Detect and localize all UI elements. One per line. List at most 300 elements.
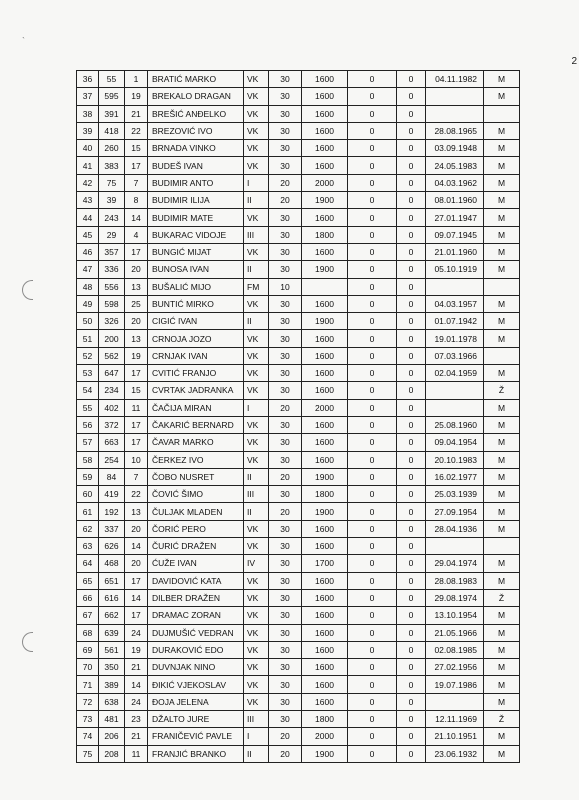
cell-birth-date: 25.03.1939	[426, 486, 484, 503]
table-row	[77, 728, 520, 745]
cell-birth-date	[426, 538, 484, 555]
cell-qualification: III	[244, 710, 269, 727]
cell-birth-date: 20.10.1983	[426, 451, 484, 468]
cell-full-name: ČAKARIĆ BERNARD	[148, 416, 244, 433]
cell-amount	[302, 278, 348, 295]
cell-group: 17	[125, 243, 148, 260]
cell-sex: M	[484, 157, 520, 174]
cell-value-b: 0	[397, 313, 426, 330]
cell-id: 337	[99, 520, 125, 537]
cell-sex: M	[484, 88, 520, 105]
cell-row-number: 71	[77, 676, 99, 693]
cell-group: 14	[125, 589, 148, 606]
cell-value-a: 0	[348, 745, 397, 762]
cell-amount: 1600	[302, 607, 348, 624]
cell-points: 30	[269, 382, 302, 399]
cell-value-b: 0	[397, 416, 426, 433]
cell-qualification: IV	[244, 555, 269, 572]
cell-value-a: 0	[348, 105, 397, 122]
cell-value-a: 0	[348, 157, 397, 174]
table-row	[77, 105, 520, 122]
cell-points: 20	[269, 192, 302, 209]
cell-points: 30	[269, 434, 302, 451]
cell-points: 30	[269, 330, 302, 347]
cell-full-name: DILBER DRAŽEN	[148, 589, 244, 606]
cell-sex: M	[484, 174, 520, 191]
cell-value-b: 0	[397, 71, 426, 88]
cell-value-a: 0	[348, 399, 397, 416]
cell-qualification: VK	[244, 365, 269, 382]
cell-sex: M	[484, 641, 520, 658]
cell-full-name: BREŠIĆ ANĐELKO	[148, 105, 244, 122]
cell-sex	[484, 278, 520, 295]
cell-amount: 1600	[302, 330, 348, 347]
cell-qualification: I	[244, 174, 269, 191]
cell-amount: 1600	[302, 209, 348, 226]
cell-row-number: 61	[77, 503, 99, 520]
cell-id: 29	[99, 226, 125, 243]
cell-group: 20	[125, 313, 148, 330]
cell-amount: 1600	[302, 676, 348, 693]
cell-sex: M	[484, 468, 520, 485]
cell-row-number: 66	[77, 589, 99, 606]
cell-qualification: VK	[244, 209, 269, 226]
cell-full-name: BUNTIĆ MIRKO	[148, 295, 244, 312]
cell-value-b: 0	[397, 728, 426, 745]
cell-full-name: DAVIDOVIĆ KATA	[148, 572, 244, 589]
cell-amount: 1600	[302, 520, 348, 537]
cell-id: 357	[99, 243, 125, 260]
cell-value-a: 0	[348, 520, 397, 537]
cell-full-name: ČAVAR MARKO	[148, 434, 244, 451]
cell-row-number: 49	[77, 295, 99, 312]
cell-birth-date: 02.04.1959	[426, 365, 484, 382]
cell-points: 30	[269, 555, 302, 572]
cell-value-a: 0	[348, 261, 397, 278]
cell-id: 481	[99, 710, 125, 727]
cell-sex: M	[484, 520, 520, 537]
cell-amount: 1900	[302, 468, 348, 485]
cell-birth-date: 09.04.1954	[426, 434, 484, 451]
cell-row-number: 54	[77, 382, 99, 399]
cell-qualification: II	[244, 192, 269, 209]
cell-value-b: 0	[397, 330, 426, 347]
cell-points: 20	[269, 174, 302, 191]
cell-birth-date: 29.04.1974	[426, 555, 484, 572]
cell-full-name: ĐIKIĆ VJEKOSLAV	[148, 676, 244, 693]
table-row	[77, 745, 520, 762]
cell-full-name: FRANJIĆ BRANKO	[148, 745, 244, 762]
cell-full-name: ČOVIĆ ŠIMO	[148, 486, 244, 503]
cell-row-number: 68	[77, 624, 99, 641]
cell-row-number: 37	[77, 88, 99, 105]
cell-group: 11	[125, 745, 148, 762]
cell-sex: M	[484, 572, 520, 589]
cell-amount: 1600	[302, 693, 348, 710]
cell-group: 22	[125, 122, 148, 139]
cell-birth-date: 16.02.1977	[426, 468, 484, 485]
cell-value-a: 0	[348, 538, 397, 555]
cell-sex: M	[484, 624, 520, 641]
cell-group: 13	[125, 278, 148, 295]
cell-value-b: 0	[397, 365, 426, 382]
cell-qualification: VK	[244, 416, 269, 433]
cell-group: 7	[125, 174, 148, 191]
table-body	[77, 71, 520, 763]
cell-birth-date: 25.08.1960	[426, 416, 484, 433]
cell-birth-date: 19.07.1986	[426, 676, 484, 693]
cell-value-b: 0	[397, 624, 426, 641]
cell-id: 616	[99, 589, 125, 606]
cell-amount: 1600	[302, 157, 348, 174]
cell-value-b: 0	[397, 105, 426, 122]
cell-id: 662	[99, 607, 125, 624]
table-row	[77, 486, 520, 503]
employee-table	[76, 70, 520, 763]
cell-amount: 1900	[302, 503, 348, 520]
cell-full-name: ĐOJA JELENA	[148, 693, 244, 710]
cell-value-a: 0	[348, 174, 397, 191]
cell-value-b: 0	[397, 434, 426, 451]
cell-qualification: III	[244, 486, 269, 503]
cell-full-name: BUKARAC VIDOJE	[148, 226, 244, 243]
cell-full-name: ČOBO NUSRET	[148, 468, 244, 485]
cell-row-number: 56	[77, 416, 99, 433]
cell-row-number: 75	[77, 745, 99, 762]
cell-value-b: 0	[397, 88, 426, 105]
cell-row-number: 47	[77, 261, 99, 278]
cell-row-number: 72	[77, 693, 99, 710]
cell-value-a: 0	[348, 365, 397, 382]
cell-id: 626	[99, 538, 125, 555]
cell-sex	[484, 105, 520, 122]
punch-hole	[22, 632, 33, 652]
cell-value-a: 0	[348, 243, 397, 260]
cell-full-name: BUNGIĆ MIJAT	[148, 243, 244, 260]
cell-id: 468	[99, 555, 125, 572]
cell-value-a: 0	[348, 226, 397, 243]
cell-value-b: 0	[397, 278, 426, 295]
cell-sex: M	[484, 693, 520, 710]
table-row	[77, 693, 520, 710]
cell-amount: 1600	[302, 434, 348, 451]
cell-group: 8	[125, 192, 148, 209]
cell-amount: 1600	[302, 659, 348, 676]
cell-amount: 1600	[302, 140, 348, 157]
cell-full-name: DRAMAC ZORAN	[148, 607, 244, 624]
cell-row-number: 59	[77, 468, 99, 485]
table-row	[77, 88, 520, 105]
cell-birth-date	[426, 105, 484, 122]
cell-id: 651	[99, 572, 125, 589]
cell-qualification: VK	[244, 157, 269, 174]
table-row	[77, 295, 520, 312]
cell-full-name: ČAČIJA MIRAN	[148, 399, 244, 416]
cell-birth-date: 19.01.1978	[426, 330, 484, 347]
cell-amount: 1600	[302, 88, 348, 105]
cell-qualification: III	[244, 226, 269, 243]
cell-points: 30	[269, 105, 302, 122]
cell-row-number: 57	[77, 434, 99, 451]
cell-id: 208	[99, 745, 125, 762]
cell-qualification: VK	[244, 451, 269, 468]
cell-birth-date: 04.03.1962	[426, 174, 484, 191]
cell-row-number: 41	[77, 157, 99, 174]
cell-id: 663	[99, 434, 125, 451]
cell-qualification: VK	[244, 140, 269, 157]
cell-points: 30	[269, 209, 302, 226]
cell-qualification: VK	[244, 88, 269, 105]
cell-value-a: 0	[348, 313, 397, 330]
table-row	[77, 174, 520, 191]
cell-points: 30	[269, 693, 302, 710]
cell-birth-date	[426, 693, 484, 710]
table-row	[77, 434, 520, 451]
cell-group: 13	[125, 503, 148, 520]
cell-value-a: 0	[348, 382, 397, 399]
cell-row-number: 43	[77, 192, 99, 209]
cell-group: 17	[125, 607, 148, 624]
table-row	[77, 416, 520, 433]
cell-row-number: 74	[77, 728, 99, 745]
cell-value-b: 0	[397, 347, 426, 364]
cell-sex: M	[484, 295, 520, 312]
cell-id: 243	[99, 209, 125, 226]
table-row	[77, 520, 520, 537]
cell-id: 418	[99, 122, 125, 139]
cell-row-number: 53	[77, 365, 99, 382]
cell-amount: 1800	[302, 226, 348, 243]
table-row	[77, 209, 520, 226]
cell-amount: 2000	[302, 728, 348, 745]
cell-value-a: 0	[348, 624, 397, 641]
cell-row-number: 42	[77, 174, 99, 191]
cell-points: 20	[269, 728, 302, 745]
cell-birth-date: 21.01.1960	[426, 243, 484, 260]
cell-full-name: BUDEŠ IVAN	[148, 157, 244, 174]
cell-amount: 2000	[302, 174, 348, 191]
cell-sex: M	[484, 226, 520, 243]
cell-value-a: 0	[348, 451, 397, 468]
cell-group: 17	[125, 416, 148, 433]
cell-id: 84	[99, 468, 125, 485]
cell-qualification: VK	[244, 520, 269, 537]
table-row	[77, 641, 520, 658]
cell-qualification: VK	[244, 347, 269, 364]
table-row	[77, 261, 520, 278]
cell-qualification: VK	[244, 538, 269, 555]
table-row	[77, 710, 520, 727]
cell-amount: 1600	[302, 365, 348, 382]
cell-birth-date: 28.08.1965	[426, 122, 484, 139]
cell-id: 598	[99, 295, 125, 312]
cell-points: 30	[269, 451, 302, 468]
cell-id: 192	[99, 503, 125, 520]
cell-group: 19	[125, 347, 148, 364]
cell-group: 14	[125, 209, 148, 226]
cell-qualification: II	[244, 468, 269, 485]
cell-value-b: 0	[397, 295, 426, 312]
cell-value-a: 0	[348, 278, 397, 295]
cell-value-b: 0	[397, 659, 426, 676]
cell-amount: 1600	[302, 624, 348, 641]
cell-points: 30	[269, 243, 302, 260]
cell-qualification: VK	[244, 295, 269, 312]
cell-group: 15	[125, 382, 148, 399]
cell-amount: 1600	[302, 451, 348, 468]
cell-birth-date: 08.01.1960	[426, 192, 484, 209]
cell-points: 30	[269, 71, 302, 88]
cell-birth-date: 27.09.1954	[426, 503, 484, 520]
cell-value-b: 0	[397, 209, 426, 226]
cell-sex: Ž	[484, 710, 520, 727]
cell-points: 30	[269, 140, 302, 157]
cell-row-number: 58	[77, 451, 99, 468]
cell-id: 254	[99, 451, 125, 468]
cell-id: 234	[99, 382, 125, 399]
cell-qualification: VK	[244, 105, 269, 122]
cell-row-number: 44	[77, 209, 99, 226]
cell-amount: 1800	[302, 710, 348, 727]
cell-group: 17	[125, 365, 148, 382]
cell-value-b: 0	[397, 140, 426, 157]
cell-qualification: VK	[244, 71, 269, 88]
cell-value-a: 0	[348, 641, 397, 658]
cell-full-name: ČORIĆ PERO	[148, 520, 244, 537]
cell-points: 30	[269, 641, 302, 658]
cell-value-b: 0	[397, 243, 426, 260]
cell-group: 21	[125, 105, 148, 122]
cell-group: 11	[125, 399, 148, 416]
cell-row-number: 73	[77, 710, 99, 727]
cell-id: 595	[99, 88, 125, 105]
cell-row-number: 67	[77, 607, 99, 624]
cell-birth-date: 05.10.1919	[426, 261, 484, 278]
cell-id: 336	[99, 261, 125, 278]
cell-qualification: I	[244, 399, 269, 416]
cell-full-name: ĆUŽE IVAN	[148, 555, 244, 572]
cell-amount: 1600	[302, 347, 348, 364]
cell-points: 20	[269, 503, 302, 520]
cell-row-number: 40	[77, 140, 99, 157]
cell-sex: M	[484, 607, 520, 624]
cell-full-name: ČURIĆ DRAŽEN	[148, 538, 244, 555]
table-row	[77, 157, 520, 174]
cell-amount: 1600	[302, 105, 348, 122]
cell-birth-date	[426, 278, 484, 295]
cell-sex: M	[484, 140, 520, 157]
cell-value-a: 0	[348, 416, 397, 433]
cell-sex: M	[484, 399, 520, 416]
cell-value-a: 0	[348, 607, 397, 624]
cell-row-number: 51	[77, 330, 99, 347]
cell-value-b: 0	[397, 174, 426, 191]
cell-sex: M	[484, 313, 520, 330]
cell-value-b: 0	[397, 745, 426, 762]
cell-qualification: VK	[244, 330, 269, 347]
cell-sex: M	[484, 71, 520, 88]
cell-id: 647	[99, 365, 125, 382]
cell-group: 24	[125, 624, 148, 641]
table-row	[77, 243, 520, 260]
cell-qualification: FM	[244, 278, 269, 295]
cell-amount: 2000	[302, 399, 348, 416]
cell-points: 30	[269, 347, 302, 364]
cell-group: 22	[125, 486, 148, 503]
cell-value-a: 0	[348, 140, 397, 157]
cell-value-b: 0	[397, 382, 426, 399]
cell-points: 30	[269, 572, 302, 589]
cell-birth-date: 01.07.1942	[426, 313, 484, 330]
cell-birth-date: 27.02.1956	[426, 659, 484, 676]
cell-value-a: 0	[348, 330, 397, 347]
cell-birth-date: 03.09.1948	[426, 140, 484, 157]
cell-value-a: 0	[348, 659, 397, 676]
cell-value-a: 0	[348, 589, 397, 606]
cell-id: 75	[99, 174, 125, 191]
cell-full-name: FRANIČEVIĆ PAVLE	[148, 728, 244, 745]
cell-sex: M	[484, 209, 520, 226]
cell-points: 30	[269, 624, 302, 641]
cell-sex: M	[484, 555, 520, 572]
cell-birth-date: 21.10.1951	[426, 728, 484, 745]
cell-value-b: 0	[397, 451, 426, 468]
cell-birth-date: 12.11.1969	[426, 710, 484, 727]
cell-id: 638	[99, 693, 125, 710]
cell-full-name: BRNADA VINKO	[148, 140, 244, 157]
cell-value-b: 0	[397, 503, 426, 520]
cell-value-a: 0	[348, 295, 397, 312]
cell-birth-date: 27.01.1947	[426, 209, 484, 226]
cell-birth-date: 02.08.1985	[426, 641, 484, 658]
cell-value-b: 0	[397, 157, 426, 174]
cell-birth-date: 21.05.1966	[426, 624, 484, 641]
cell-id: 556	[99, 278, 125, 295]
table-row	[77, 71, 520, 88]
cell-amount: 1700	[302, 555, 348, 572]
table-row	[77, 399, 520, 416]
table-row	[77, 122, 520, 139]
cell-amount: 1600	[302, 382, 348, 399]
table-row	[77, 589, 520, 606]
cell-sex: M	[484, 416, 520, 433]
cell-sex: M	[484, 434, 520, 451]
cell-points: 30	[269, 157, 302, 174]
cell-value-b: 0	[397, 538, 426, 555]
cell-id: 402	[99, 399, 125, 416]
cell-group: 15	[125, 140, 148, 157]
cell-sex: M	[484, 330, 520, 347]
cell-full-name: BUŠALIĆ MIJO	[148, 278, 244, 295]
cell-full-name: BREZOVIĆ IVO	[148, 122, 244, 139]
cell-points: 30	[269, 313, 302, 330]
cell-qualification: VK	[244, 693, 269, 710]
cell-value-b: 0	[397, 641, 426, 658]
cell-full-name: ČERKEZ IVO	[148, 451, 244, 468]
cell-id: 55	[99, 71, 125, 88]
cell-value-b: 0	[397, 122, 426, 139]
cell-value-a: 0	[348, 693, 397, 710]
cell-value-a: 0	[348, 434, 397, 451]
cell-value-b: 0	[397, 607, 426, 624]
cell-value-a: 0	[348, 192, 397, 209]
cell-value-b: 0	[397, 572, 426, 589]
cell-points: 30	[269, 88, 302, 105]
cell-qualification: VK	[244, 122, 269, 139]
cell-full-name: BUDIMIR ILIJA	[148, 192, 244, 209]
cell-id: 419	[99, 486, 125, 503]
cell-row-number: 38	[77, 105, 99, 122]
